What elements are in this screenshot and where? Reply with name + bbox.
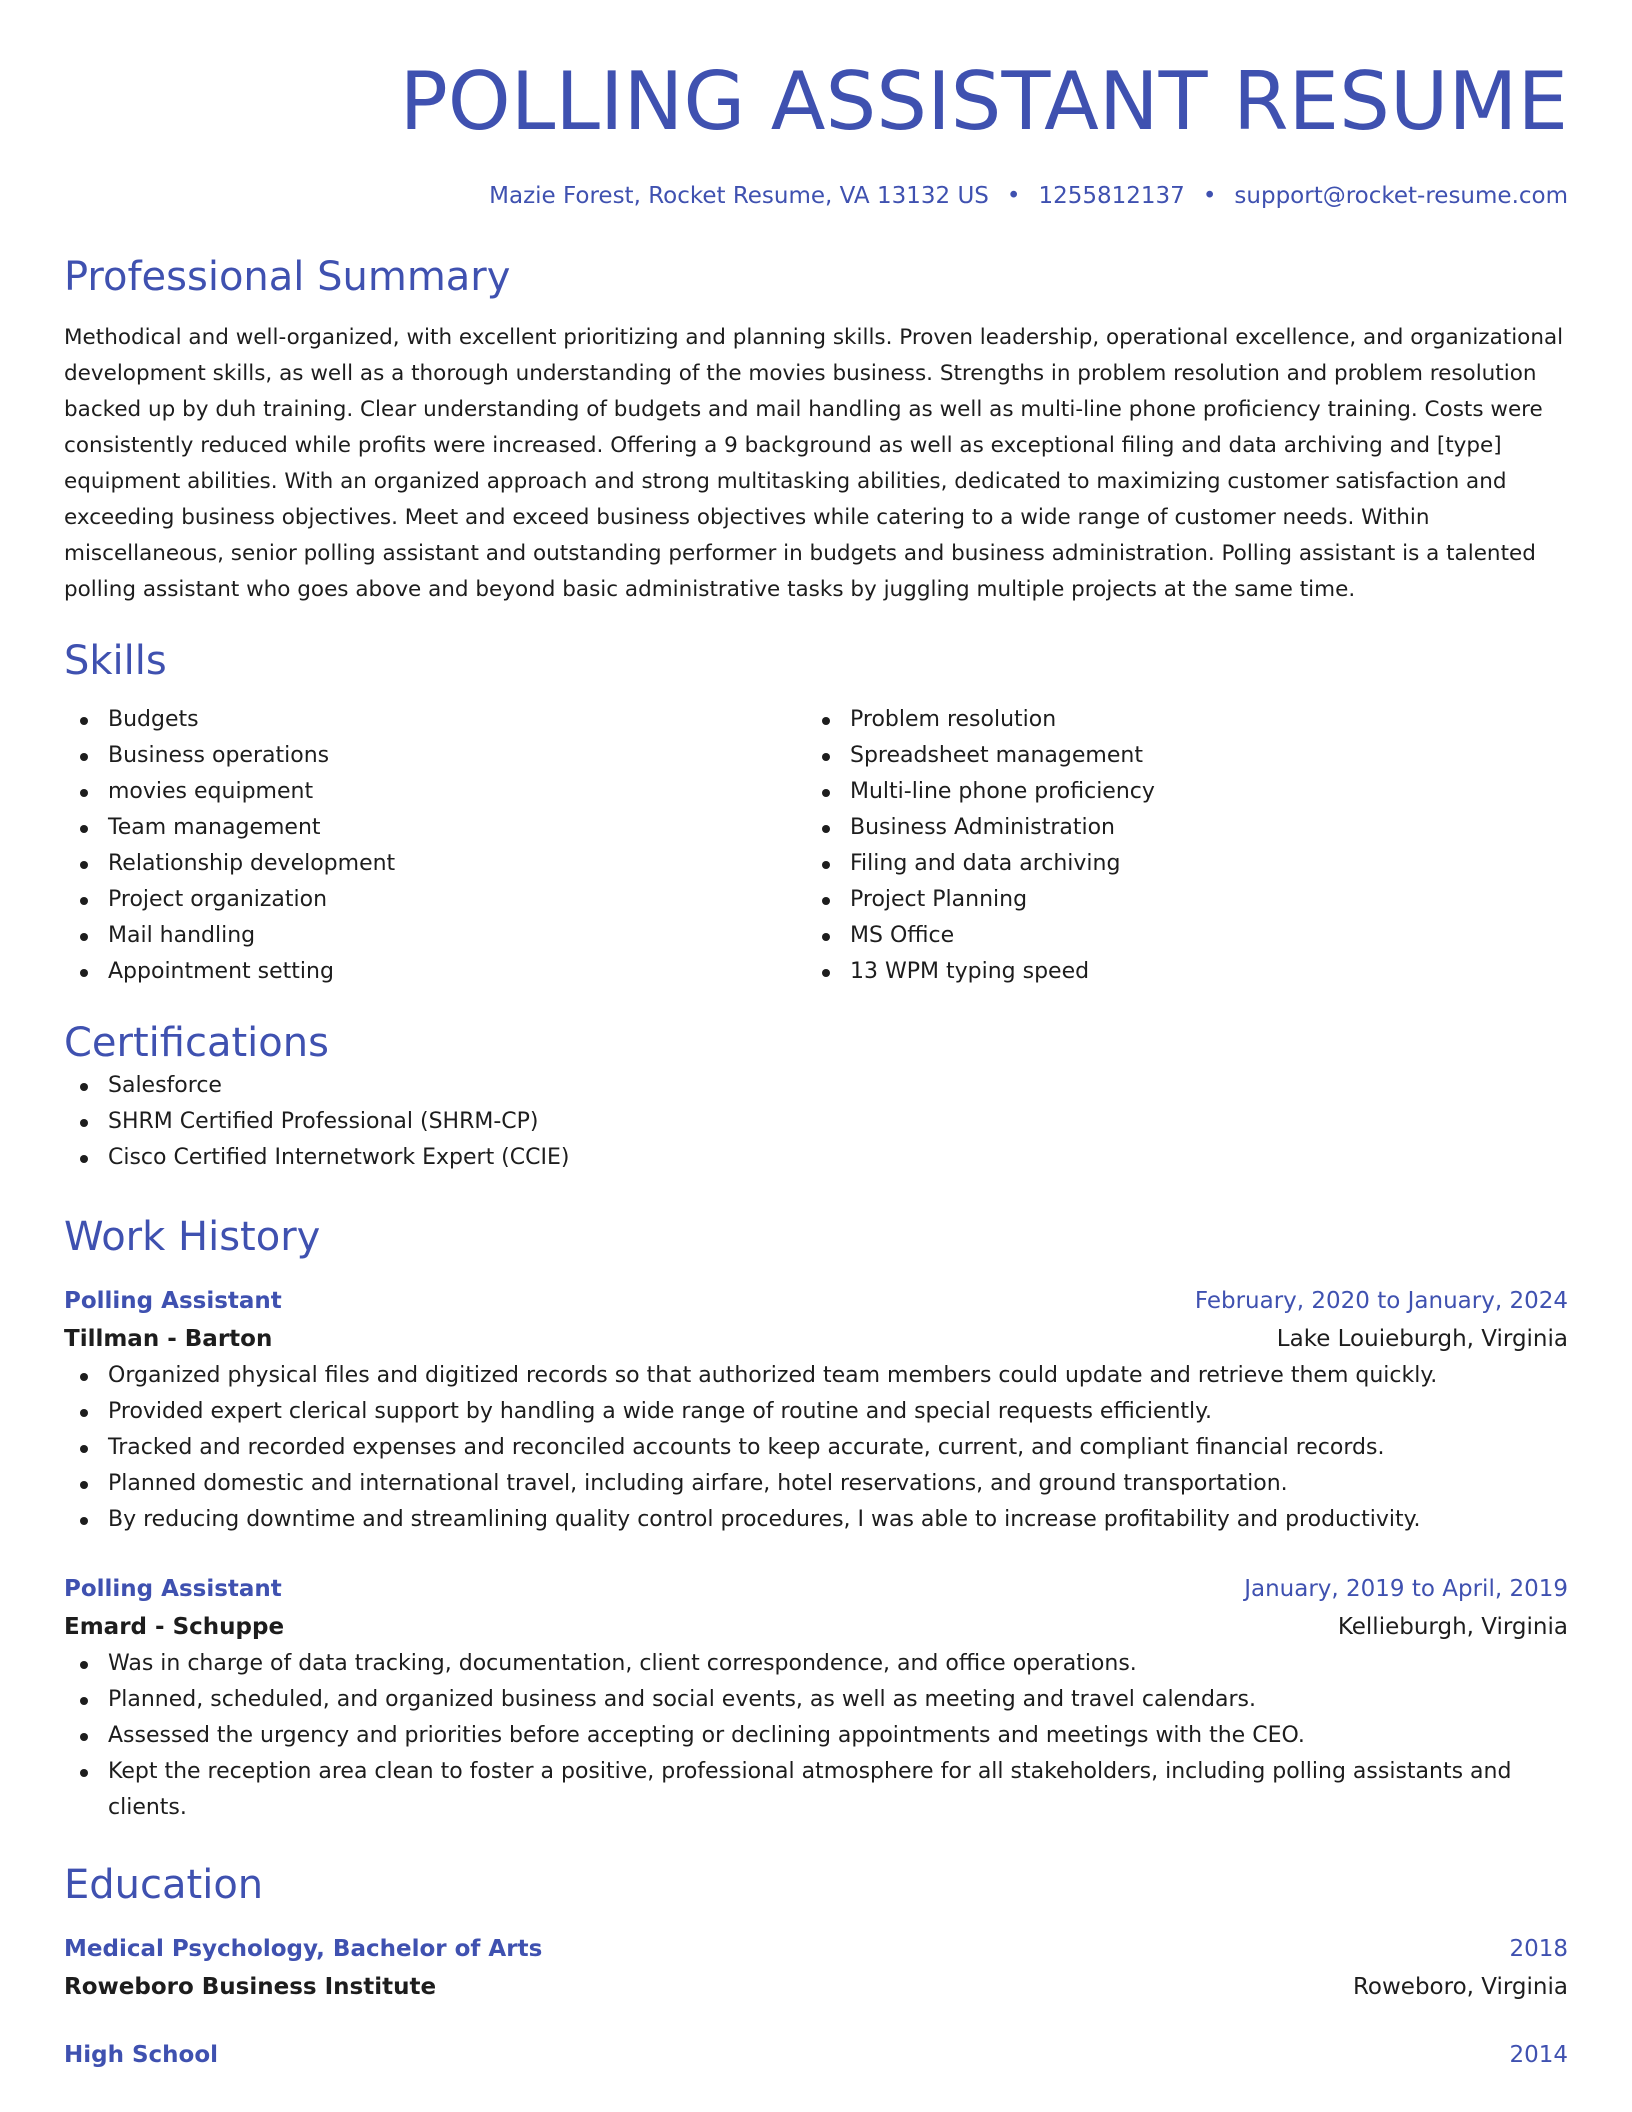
skills-heading: Skills [64,638,167,684]
skill-item: Team management [64,810,806,846]
skill-item: Budgets [64,702,806,738]
job-bullet: Assessed the urgency and priorities before accepting or declining appointments and meetings with the CEO. [64,1718,1568,1754]
job-bullet: Was in charge of data tracking, documentation, client correspondence, and office operations. [64,1646,1568,1682]
summary-text: Methodical and well-organized, with excellent prioritizing and planning skills. Proven leadership, operational excellence, and organizational development skills, as well as a thorough understanding of the movies business. Strengths in problem resolution and problem resolution backed up by duh training. Clear understanding of budgets and mail handling as well as multi-line phone proficiency training. Costs were consistently reduced while profits were increased. Offering a 9 background as well as exceptional filing and data archiving and [type] equipment abilities. With an organized approach and strong multitasking abilities, dedicated to maximizing customer satisfaction and exceeding business objectives. Meet and exceed business objectives while catering to a wide range of customer needs. Within miscellaneous, senior polling assistant and outstanding performer in budgets and business administration. Polling assistant is a talented polling assistant who goes above and beyond basic administrative tasks by juggling multiple projects at the same time. [64,325,1564,602]
skill-item: Business Administration [806,810,1548,846]
skills-columns [64,702,1568,990]
certification-item: Cisco Certified Internetwork Expert (CCIE) [64,1140,1568,1176]
contact-separator: • [1202,183,1217,209]
education-degree: High School [64,2042,219,2068]
skill-item: Spreadsheet management [806,738,1548,774]
skill-item: MS Office [806,918,1548,954]
job-location: Lake Louieburgh, Virginia [1276,1326,1568,1352]
certifications-heading: Certifications [64,1020,329,1066]
job-bullet: Organized physical files and digitized records so that authorized team members could update and retrieve them quickly. [64,1358,1568,1394]
resume-page [64,0,1568,2074]
certification-item: SHRM Certified Professional (SHRM-CP) [64,1104,1568,1140]
skill-item: Filing and data archiving [806,846,1548,882]
skill-item: Project Planning [806,882,1548,918]
education-year: 2014 [1509,2042,1568,2068]
skill-item: Mail handling [64,918,806,954]
job-dates: February, 2020 to January, 2024 [1194,1288,1568,1314]
contact-phone: 1255812137 [1038,183,1185,209]
job-bullet: Kept the reception area clean to foster a positive, professional atmosphere for all stakeholders, including polling assistants and clients. [64,1754,1568,1826]
skills-left-column [64,702,806,990]
skill-item: Problem resolution [806,702,1548,738]
job-company: Tillman - Barton [64,1326,273,1352]
contact-address: Mazie Forest, Rocket Resume, VA 13132 US [489,183,989,209]
work-history-heading: Work History [64,1214,321,1260]
job-role: Polling Assistant [64,1576,282,1602]
job-bullets [64,1358,1568,1538]
skill-item: Appointment setting [64,954,806,990]
job-bullet: Planned, scheduled, and organized business and social events, as well as meeting and travel calendars. [64,1682,1568,1718]
job-company: Emard - Schuppe [64,1614,285,1640]
certifications-list [64,1068,1568,1176]
skill-item: Project organization [64,882,806,918]
contact-line [64,180,1568,212]
skill-item: movies equipment [64,774,806,810]
education-degree: Medical Psychology, Bachelor of Arts [64,1936,543,1962]
job-location: Kellieburgh, Virginia [1337,1614,1568,1640]
education-entry [64,1930,1568,2006]
skill-item: Relationship development [64,846,806,882]
job-bullet: By reducing downtime and streamlining quality control procedures, I was able to increase profitability and productivity. [64,1502,1568,1538]
education-heading: Education [64,1862,264,1908]
skill-item: Multi-line phone proficiency [806,774,1548,810]
job-bullet: Tracked and recorded expenses and reconciled accounts to keep accurate, current, and compliant financial records. [64,1430,1568,1466]
job-bullets [64,1646,1568,1826]
education-location: Roweboro, Virginia [1352,1974,1568,2000]
job-role: Polling Assistant [64,1288,282,1314]
education-entry [64,2036,1568,2074]
skill-item: 13 WPM typing speed [806,954,1548,990]
certification-item: Salesforce [64,1068,1568,1104]
education-year: 2018 [1509,1936,1568,1962]
job-entry [64,1282,1568,1538]
job-entry [64,1570,1568,1826]
contact-separator: • [1006,183,1021,209]
job-bullet: Provided expert clerical support by handling a wide range of routine and special requests efficiently. [64,1394,1568,1430]
summary-heading: Professional Summary [64,254,511,300]
job-bullet: Planned domestic and international travel, including airfare, hotel reservations, and ground transportation. [64,1466,1568,1502]
job-dates: January, 2019 to April, 2019 [1244,1576,1568,1602]
skill-item: Business operations [64,738,806,774]
contact-email[interactable]: support@rocket-resume.com [1234,183,1568,209]
skills-right-column [806,702,1548,990]
education-school: Roweboro Business Institute [64,1974,437,2000]
resume-title: POLLING ASSISTANT RESUME [399,55,1568,148]
